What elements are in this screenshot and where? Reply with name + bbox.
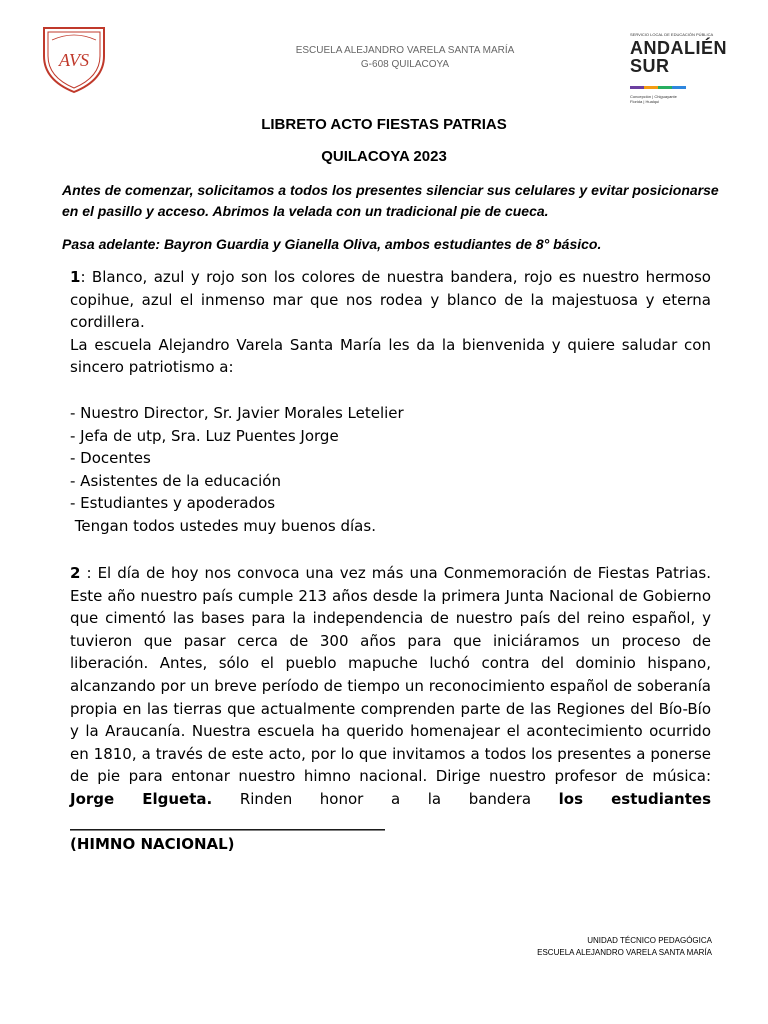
- section-1-text: : Blanco, azul y rojo son los colores de nuestra bandera, rojo es nuestro hermoso copihue, azul el inmenso mar que nos rodea y blanco de la majestuosa y eterna cordillera.: [70, 268, 711, 332]
- school-crest-logo: [38, 22, 110, 94]
- list-item: - Nuestro Director, Sr. Javier Morales Letelier: [70, 404, 404, 422]
- footer-unit: UNIDAD TÉCNICO PEDAGÓGICA: [587, 936, 712, 945]
- section-1-number: 1: [70, 268, 81, 286]
- list-item: - Docentes: [70, 449, 151, 468]
- section-2-text-after: Rinden honor a la bandera: [212, 789, 559, 808]
- greeting-closing: Tengan todos ustedes muy buenos días.: [70, 516, 376, 535]
- greetings-list: [70, 402, 711, 538]
- bar-purple: [630, 86, 644, 89]
- crest-monogram: AVS: [58, 50, 90, 70]
- shield-icon: [38, 22, 110, 94]
- school-name: ESCUELA ALEJANDRO VARELA SANTA MARÍA: [295, 45, 515, 56]
- intro-paragraph-1: Antes de comenzar, solicitamos a todos los presentes silenciar sus celulares y evitar posicionarse en el pasillo y acceso. Abrimos la velada con un tradicional pie de cueca.: [62, 182, 719, 219]
- header-school-info: [240, 44, 570, 72]
- bar-blue: [672, 86, 686, 89]
- bar-green: [658, 86, 672, 89]
- logo-color-bars: [630, 76, 740, 94]
- section-2-number: 2: [70, 564, 81, 582]
- intro-paragraph-2: Pasa adelante: Bayron Guardia y Gianella Oliva, ambos estudiantes de 8° básico.: [62, 236, 602, 252]
- andalien-sur-logo: [630, 32, 740, 104]
- section-1: [70, 266, 711, 379]
- document-subtitle: QUILACOYA 2023: [321, 148, 447, 165]
- logo-small-text: SERVICIO LOCAL DE EDUCACIÓN PÚBLICA: [630, 32, 714, 37]
- list-item: - Estudiantes y apoderados: [70, 494, 276, 513]
- bar-orange: [644, 86, 658, 89]
- section-2-text: : El día de hoy nos convoca una vez más una Conmemoración de Fiestas Patrias. Este año nuestro país cumple 213 años desde la primera Junta Nacional de Gobierno que cimentó las bases para la independencia de nuestro país del reino español, y tuvieron que pasar cerca de 300 años para que iniciáramos un proceso de liberación. Antes, sólo el pueblo mapuche luchó contra del dominio hispano, alcanzando por un breve período de tiempo un reconocimiento español de soberanía propia en las tierras que actualmente comprenden parte de las Regiones del Bío-Bío y la Araucanía. Nuestra escuela ha querido homenajear el acontecimiento ocurrido en 1810, a través de este acto, por lo que invitamos a todos los presentes a ponerse de pie para entonar nuestro himno nacional. Dirige nuestro profesor de música:: [70, 564, 711, 786]
- footer-school: ESCUELA ALEJANDRO VARELA SANTA MARÍA: [537, 948, 712, 957]
- students-blank: los estudiantes __________________________________________: [70, 789, 711, 831]
- logo-line2: SUR: [630, 56, 670, 76]
- school-code: G-608 QUILACOYA: [360, 59, 450, 70]
- section-1-welcome: La escuela Alejandro Varela Santa María les da la bienvenida y quiere saludar con sincero patriotismo a:: [70, 335, 711, 377]
- list-item: - Asistentes de la educación: [70, 471, 281, 490]
- section-2: [70, 562, 711, 833]
- logo-line1: ANDALIÉN: [630, 38, 727, 58]
- logo-sub1: Concepción | Chiguayante: [630, 94, 677, 99]
- section-1-paragraph: [70, 266, 711, 334]
- logo-sub2: Florida | Hualqui: [630, 99, 660, 104]
- footer: [537, 935, 712, 959]
- document-title: LIBRETO ACTO FIESTAS PATRIAS: [261, 116, 507, 133]
- section-2-paragraph: [70, 562, 711, 833]
- music-teacher-name: Jorge Elgueta.: [70, 789, 213, 808]
- list-item: - Jefa de utp, Sra. Luz Puentes Jorge: [70, 426, 339, 445]
- himno-nacional-label: (HIMNO NACIONAL): [70, 835, 235, 853]
